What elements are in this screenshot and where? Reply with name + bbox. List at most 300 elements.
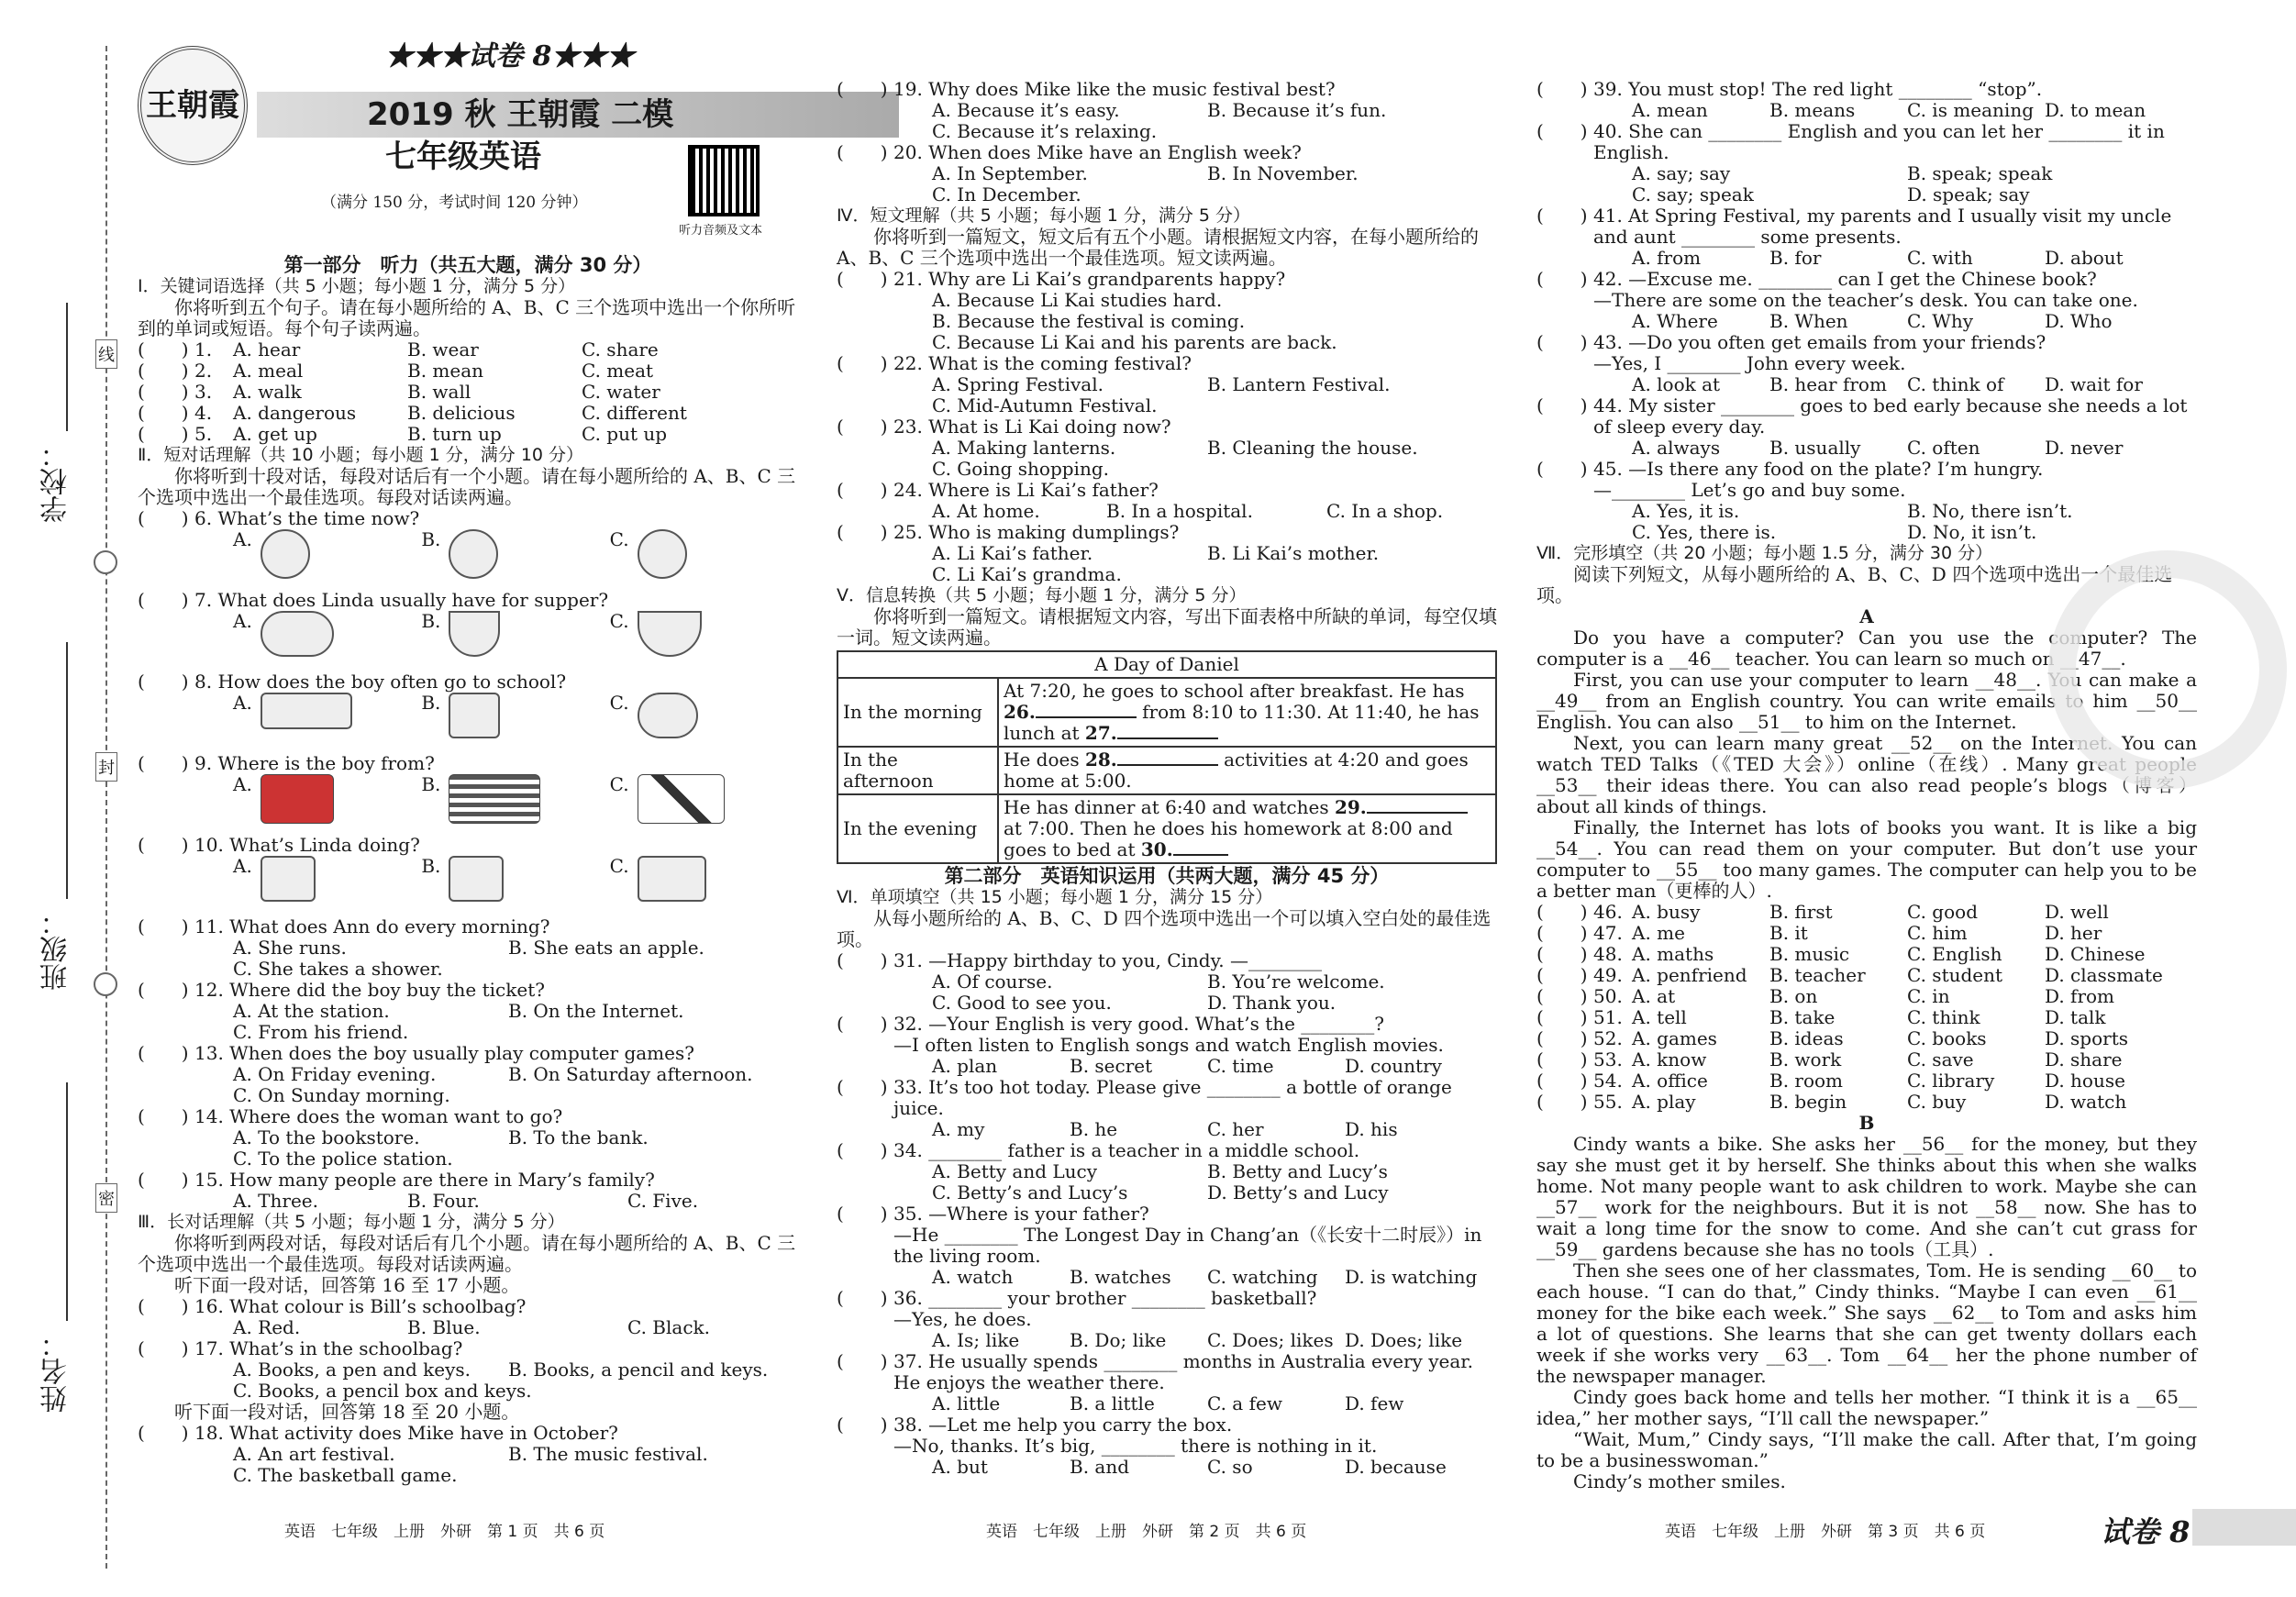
option[interactable]: D. never — [2045, 437, 2124, 459]
question-38 — [837, 1414, 1497, 1436]
option[interactable]: B. take — [1769, 1006, 1836, 1028]
option[interactable]: D. speak; say — [1907, 183, 2030, 205]
option[interactable]: D. well — [2045, 901, 2109, 923]
question-35-options — [837, 1267, 1497, 1288]
option[interactable]: B. In November. — [1207, 162, 1359, 184]
option[interactable]: C. Mid-Autumn Festival. — [932, 394, 1158, 416]
option[interactable]: A. dangerous — [233, 402, 357, 424]
option[interactable]: C. Black. — [627, 1316, 710, 1338]
blank-number: 29. — [1334, 796, 1367, 818]
answer-bracket[interactable]: ( ) — [138, 402, 189, 424]
option[interactable]: C. Because Li Kai and his parents are back. — [932, 331, 1337, 353]
table-row-text — [998, 678, 1496, 747]
option[interactable]: B. wall — [407, 381, 471, 403]
option[interactable]: A. tell — [1632, 1006, 1687, 1028]
option[interactable]: D. about — [2045, 247, 2124, 269]
answer-bracket[interactable]: ( ) — [837, 416, 888, 438]
option[interactable]: A. Betty and Lucy — [932, 1160, 1098, 1182]
exam-header — [138, 40, 798, 275]
answer-bracket[interactable]: ( ) — [837, 1203, 888, 1225]
answer-bracket[interactable]: ( ) — [837, 352, 888, 374]
option[interactable]: A. busy — [1632, 901, 1701, 923]
question-21 — [837, 269, 1497, 290]
option[interactable]: D. house — [2045, 1070, 2125, 1092]
question-18-options — [138, 1444, 798, 1465]
option[interactable]: A. To the bookstore. — [233, 1126, 420, 1148]
noodles-icon[interactable] — [638, 611, 702, 657]
seal-mark-secret: 密 — [95, 1183, 117, 1213]
question-23-options — [837, 459, 1497, 480]
option[interactable]: A. Three. — [233, 1190, 318, 1212]
question-text: 35. —Where is your father? — [893, 1203, 1149, 1225]
cloze-item — [1536, 1049, 2197, 1070]
option[interactable]: A. my — [932, 1118, 985, 1140]
option[interactable]: A. get up — [233, 423, 317, 445]
page-2 — [837, 79, 1497, 1478]
question-7-options: A. B. C. — [138, 611, 798, 671]
option[interactable]: A. mean — [1632, 99, 1708, 121]
option[interactable]: C. From his friend. — [233, 1021, 409, 1043]
answer-bracket[interactable]: ( ) — [1536, 268, 1588, 290]
item-number: 5. — [194, 423, 213, 445]
option[interactable]: C. The basketball game. — [233, 1464, 458, 1486]
girl-drawing-icon[interactable] — [261, 856, 316, 902]
option[interactable]: C. Books, a pencil box and keys. — [233, 1380, 532, 1402]
table-title: A Day of Daniel — [837, 651, 1496, 678]
question-37-options — [837, 1393, 1497, 1414]
answer-bracket[interactable]: ( ) — [1536, 394, 1588, 416]
option[interactable]: C. student — [1907, 964, 2003, 986]
footer-bar — [2192, 1509, 2296, 1546]
footer-test-tag: 试卷 8 — [2101, 1514, 2191, 1549]
answer-bracket[interactable]: ( ) — [138, 381, 189, 403]
option[interactable]: B. turn up — [407, 423, 502, 445]
option[interactable]: C. is meaning — [1907, 99, 2035, 121]
question-31-options — [837, 971, 1497, 993]
option[interactable]: C. Betty’s and Lucy’s — [932, 1181, 1128, 1203]
answer-bracket[interactable]: ( ) — [837, 78, 888, 100]
answer-bracket[interactable]: ( ) — [837, 1139, 888, 1161]
option[interactable]: A. Because Li Kai studies hard. — [932, 289, 1223, 311]
item-number: 55. — [1593, 1091, 1623, 1113]
option[interactable]: A. watch — [932, 1266, 1014, 1288]
option[interactable]: C. Does; likes — [1207, 1329, 1334, 1351]
question-45-line-2: —________ Let’s go and buy some. — [1593, 479, 1906, 501]
question-12-options — [138, 1022, 798, 1043]
option[interactable]: B. You’re welcome. — [1207, 970, 1385, 993]
option[interactable]: A. maths — [1632, 943, 1714, 965]
answer-bracket[interactable]: ( ) — [837, 1013, 888, 1035]
option[interactable]: B. for — [1769, 247, 1822, 269]
option[interactable]: D. her — [2045, 922, 2102, 944]
option[interactable]: D. few — [1345, 1392, 1404, 1414]
item-number: 53. — [1593, 1048, 1623, 1070]
option[interactable]: D. is watching — [1345, 1266, 1478, 1288]
option[interactable]: A. but — [932, 1456, 988, 1478]
section-1-item — [138, 339, 798, 360]
answer-bracket[interactable]: ( ) — [1536, 901, 1588, 923]
option[interactable]: A. from — [1632, 247, 1702, 269]
answer-bracket[interactable]: ( ) — [1536, 964, 1588, 986]
option[interactable]: A. Is; like — [932, 1329, 1020, 1351]
option[interactable]: A. At home. — [932, 500, 1040, 522]
option[interactable]: D. wait for — [2045, 373, 2143, 395]
option[interactable]: A. meal — [233, 360, 304, 382]
option[interactable]: C. In December. — [932, 183, 1081, 205]
option[interactable]: D. because — [1345, 1456, 1447, 1478]
answer-bracket[interactable]: ( ) — [837, 949, 888, 971]
answer-bracket[interactable]: ( ) — [138, 979, 189, 1001]
china-flag-icon[interactable] — [261, 774, 334, 824]
question-19-options — [837, 100, 1497, 121]
section-1-title: Ⅰ．关键词语选择（共 5 小题；每小题 1 分，满分 5 分） — [138, 276, 576, 296]
option[interactable]: C. Yes, there is. — [1632, 521, 1777, 543]
option[interactable]: B. Four. — [407, 1190, 480, 1212]
option[interactable]: B. work — [1769, 1048, 1842, 1070]
rice-bowl-icon[interactable] — [449, 611, 500, 657]
cloze-item — [1536, 986, 2197, 1007]
option[interactable]: C. often — [1907, 437, 1980, 459]
option[interactable]: D. Who — [2045, 310, 2113, 332]
option[interactable]: C. think of — [1907, 373, 2004, 395]
girl-reading-icon[interactable] — [638, 856, 706, 902]
passage-b-paragraph: “Wait, Mum,” Cindy says, “I’ll make the call. After that, I’m going to be a businesswoman.” — [1536, 1428, 2197, 1471]
answer-bracket[interactable]: ( ) — [1536, 943, 1588, 965]
question-17-options — [138, 1359, 798, 1381]
question-34-options — [837, 1161, 1497, 1182]
option[interactable]: B. Blue. — [407, 1316, 481, 1338]
option[interactable]: C. with — [1907, 247, 1973, 269]
option[interactable]: C. books — [1907, 1027, 1987, 1049]
name-field[interactable] — [66, 1082, 68, 1321]
qr-code-icon[interactable] — [688, 145, 760, 216]
option[interactable]: A. penfriend — [1632, 964, 1747, 986]
option[interactable]: B. teacher — [1769, 964, 1866, 986]
table-row-text — [998, 747, 1496, 794]
option[interactable]: B. In a hospital. — [1106, 500, 1253, 522]
option[interactable]: A. know — [1632, 1048, 1707, 1070]
option[interactable]: A. Red. — [233, 1316, 301, 1338]
bus-icon[interactable] — [449, 693, 500, 738]
usa-flag-icon[interactable] — [449, 774, 540, 824]
option[interactable]: A. look at — [1632, 373, 1721, 395]
option[interactable]: D. from — [2045, 985, 2115, 1007]
option[interactable]: B. Li Kai’s mother. — [1207, 542, 1380, 564]
option[interactable]: A. Because it’s easy. — [932, 99, 1120, 121]
option[interactable]: C. her — [1207, 1118, 1264, 1140]
option[interactable]: A. little — [932, 1392, 1001, 1414]
option[interactable]: D. talk — [2045, 1006, 2106, 1028]
option[interactable]: C. Good to see you. — [932, 992, 1112, 1014]
answer-bracket[interactable]: ( ) — [837, 521, 888, 543]
option[interactable]: C. library — [1907, 1070, 1995, 1092]
seal-mark-seal: 封 — [95, 752, 117, 782]
binding-hole — [94, 972, 117, 996]
question-16-options — [138, 1317, 798, 1338]
option[interactable]: A. Of course. — [932, 970, 1053, 993]
option[interactable]: D. sports — [2045, 1027, 2129, 1049]
blank-input[interactable] — [1117, 764, 1218, 766]
option[interactable]: B. secret — [1070, 1055, 1153, 1077]
option[interactable]: C. buy — [1907, 1091, 1967, 1113]
option[interactable]: C. different — [582, 402, 687, 424]
answer-bracket[interactable]: ( ) — [138, 1422, 189, 1444]
section-2-instructions: 你将听到十段对话，每段对话后有一个小题。请在每小题所给的 A、B、C 三个选项中选出一个最佳选项。每段对话读两遍。 — [138, 465, 796, 508]
blank-input[interactable] — [1036, 716, 1137, 718]
option[interactable]: B. Lantern Festival. — [1207, 373, 1391, 395]
page-3 — [1536, 79, 2197, 1492]
option[interactable]: B. delicious — [407, 402, 516, 424]
option[interactable]: C. save — [1907, 1048, 1974, 1070]
option[interactable]: B. Do; like — [1070, 1329, 1167, 1351]
option[interactable]: A. always — [1632, 437, 1721, 459]
answer-bracket[interactable]: ( ) — [138, 360, 189, 382]
option[interactable]: A. Li Kai’s father. — [932, 542, 1093, 564]
option[interactable]: D. classmate — [2045, 964, 2163, 986]
option[interactable]: B. Because it’s fun. — [1207, 99, 1387, 121]
option[interactable]: B. speak; speak — [1907, 162, 2053, 184]
cloze-item — [1536, 1092, 2197, 1113]
dumplings-icon[interactable] — [261, 611, 334, 657]
cloze-item — [1536, 923, 2197, 944]
blank-input[interactable] — [1173, 854, 1228, 856]
class-field[interactable] — [66, 642, 68, 899]
option[interactable]: D. his — [1345, 1118, 1398, 1140]
option[interactable]: B. wear — [407, 338, 479, 360]
passage-b-paragraph: Then she sees one of her classmates, Tom. He is sending __60__ to each house. “I can do that,” Cindy thinks. “Maybe I can even __61__ money for the bike each week.” She says __62__ to Tom and asks him a lot of questions. She learns that she can get twenty dollars each week if she works very __63__. Tom __64__ her the phone number of the newspaper manager. — [1536, 1259, 2197, 1387]
option[interactable]: B. hear from — [1769, 373, 1887, 395]
option[interactable]: A. hear — [233, 338, 301, 360]
answer-bracket[interactable]: ( ) — [837, 479, 888, 501]
option[interactable]: A. She runs. — [233, 937, 347, 959]
option[interactable]: D. Chinese — [2045, 943, 2146, 965]
option[interactable]: C. put up — [582, 423, 668, 445]
answer-bracket[interactable]: ( ) — [1536, 331, 1588, 353]
option[interactable]: C. Because it’s relaxing. — [932, 120, 1158, 142]
option[interactable]: B. Betty and Lucy’s — [1207, 1160, 1388, 1182]
blank-number: 28. — [1084, 749, 1117, 771]
girl-phone-icon[interactable] — [449, 856, 504, 902]
option[interactable]: C. In a shop. — [1326, 500, 1444, 522]
option[interactable]: B. begin — [1769, 1091, 1847, 1113]
option[interactable]: D. Thank you. — [1207, 992, 1337, 1014]
option[interactable]: A. At the station. — [233, 1000, 390, 1022]
blank-input[interactable] — [1367, 812, 1468, 814]
answer-bracket[interactable]: ( ) — [837, 1076, 888, 1098]
clock-icon[interactable] — [449, 529, 498, 579]
answer-bracket[interactable]: ( ) — [1536, 1006, 1588, 1028]
option[interactable]: C. Li Kai’s grandma. — [932, 563, 1122, 585]
question-45-options — [1536, 522, 2197, 543]
question-11-options — [138, 937, 798, 959]
answer-bracket[interactable]: ( ) — [1536, 922, 1588, 944]
option[interactable]: C. share — [582, 338, 659, 360]
blank-input[interactable] — [1117, 738, 1218, 739]
answer-bracket[interactable]: ( ) — [1536, 458, 1588, 480]
answer-bracket[interactable]: ( ) — [1536, 1027, 1588, 1049]
train-icon[interactable] — [261, 693, 352, 729]
option[interactable]: C. Why — [1907, 310, 1974, 332]
option[interactable]: B. usually — [1769, 437, 1861, 459]
question-text: 20. When does Mike have an English week? — [893, 141, 1302, 163]
question-text: 18. What activity does Mike have in October? — [194, 1422, 618, 1444]
answer-bracket[interactable]: ( ) — [138, 1105, 189, 1127]
option[interactable]: A. Where — [1632, 310, 1718, 332]
footer-page-3: 英语 七年级 上册 外研 第 3 页 共 6 页 — [1665, 1523, 1986, 1541]
option[interactable]: C. Going shopping. — [932, 458, 1109, 480]
option[interactable]: D. No, it isn’t. — [1907, 521, 2037, 543]
answer-bracket[interactable]: ( ) — [1536, 205, 1588, 227]
option[interactable]: A. On Friday evening. — [233, 1063, 437, 1085]
uk-flag-icon[interactable] — [638, 774, 725, 824]
option[interactable]: C. so — [1207, 1456, 1253, 1478]
option[interactable]: A. plan — [932, 1055, 998, 1077]
answer-bracket[interactable]: ( ) — [138, 338, 189, 360]
option[interactable]: C. She takes a shower. — [233, 958, 443, 980]
option[interactable]: B. a little — [1070, 1392, 1155, 1414]
option[interactable]: C. Five. — [627, 1190, 699, 1212]
answer-bracket[interactable]: ( ) — [138, 1169, 189, 1191]
answer-bracket[interactable]: ( ) — [1536, 985, 1588, 1007]
option[interactable]: C. English — [1907, 943, 2002, 965]
question-12-options — [138, 1001, 798, 1022]
option[interactable]: A. In September. — [932, 162, 1088, 184]
question-13 — [138, 1043, 798, 1064]
option[interactable]: B. Cleaning the house. — [1207, 437, 1418, 459]
option[interactable]: C. watching — [1207, 1266, 1318, 1288]
option[interactable]: A. An art festival. — [233, 1443, 395, 1465]
option[interactable]: B. To the bank. — [508, 1126, 649, 1148]
option[interactable]: B. No, there isn’t. — [1907, 500, 2073, 522]
clock-icon[interactable] — [261, 529, 310, 579]
option[interactable]: B. means — [1769, 99, 1856, 121]
option[interactable]: B. room — [1769, 1070, 1844, 1092]
option[interactable]: C. water — [582, 381, 660, 403]
answer-bracket[interactable]: ( ) — [138, 1337, 189, 1359]
bicycle-icon[interactable] — [638, 693, 698, 738]
section-2-text-questions — [138, 916, 798, 1486]
option[interactable]: B. first — [1769, 901, 1833, 923]
answer-bracket[interactable]: ( ) — [837, 1350, 888, 1372]
option[interactable]: B. On Saturday afternoon. — [508, 1063, 753, 1085]
option[interactable]: C. say; speak — [1632, 183, 1754, 205]
option[interactable]: B. it — [1769, 922, 1808, 944]
option[interactable]: B. music — [1769, 943, 1850, 965]
option[interactable]: C. him — [1907, 922, 1968, 944]
option[interactable]: B. Books, a pencil and keys. — [508, 1359, 769, 1381]
option[interactable]: C. think — [1907, 1006, 1980, 1028]
school-field[interactable] — [66, 303, 68, 431]
option[interactable]: B. ideas — [1769, 1027, 1844, 1049]
answer-bracket[interactable]: ( ) — [138, 1295, 189, 1317]
item-number: 47. — [1593, 922, 1623, 944]
answer-bracket[interactable]: ( ) — [837, 1287, 888, 1309]
option[interactable]: C. On Sunday morning. — [233, 1084, 450, 1106]
option[interactable]: A. games — [1632, 1027, 1717, 1049]
option[interactable]: D. Does; like — [1345, 1329, 1463, 1351]
answer-bracket[interactable]: ( ) — [1536, 78, 1588, 100]
option[interactable]: B. mean — [407, 360, 484, 382]
option[interactable]: C. time — [1207, 1055, 1274, 1077]
passage-a-paragraph: Finally, the Internet has lots of books you want. It is like a big __54__. You can read them on your computer. But don’t use your computer to __55__ too many games. The computer can help you to be a better man（更棒的人）. — [1536, 816, 2197, 902]
section-6-title: Ⅵ．单项填空（共 15 小题；每小题 1 分，满分 15 分） — [837, 887, 1273, 907]
answer-bracket[interactable]: ( ) — [1536, 1070, 1588, 1092]
option[interactable]: B. he — [1070, 1118, 1118, 1140]
option[interactable]: A. Making lanterns. — [932, 437, 1116, 459]
question-text: 39. You must stop! The red light ________ “stop”. — [1593, 78, 2043, 100]
option[interactable]: A. play — [1632, 1091, 1696, 1113]
question-34 — [837, 1140, 1497, 1161]
question-24-options — [837, 501, 1497, 522]
option[interactable]: B. On the Internet. — [508, 1000, 684, 1022]
item-number: 54. — [1593, 1070, 1623, 1092]
option[interactable]: B. She eats an apple. — [508, 937, 704, 959]
question-20 — [837, 142, 1497, 163]
answer-bracket[interactable]: ( ) — [837, 268, 888, 290]
option[interactable]: C. good — [1907, 901, 1978, 923]
question-36 — [837, 1288, 1497, 1309]
answer-bracket[interactable]: ( ) — [837, 1414, 888, 1436]
question-text: 40. She can ________ English and you can let her ________ it in English. — [1593, 120, 2165, 163]
question-39 — [1536, 79, 2197, 100]
option[interactable]: B. and — [1070, 1456, 1130, 1478]
option[interactable]: C. in — [1907, 985, 1950, 1007]
option[interactable]: C. a few — [1207, 1392, 1282, 1414]
answer-bracket[interactable]: ( ) — [837, 141, 888, 163]
option[interactable]: A. Yes, it is. — [1632, 500, 1740, 522]
option[interactable]: A. say; say — [1632, 162, 1731, 184]
option[interactable]: A. walk — [233, 381, 302, 403]
answer-bracket[interactable]: ( ) — [1536, 1048, 1588, 1070]
option[interactable]: D. Betty’s and Lucy — [1207, 1181, 1389, 1203]
option[interactable]: D. country — [1345, 1055, 1442, 1077]
option[interactable]: B. The music festival. — [508, 1443, 708, 1465]
option[interactable]: C. To the police station. — [233, 1148, 453, 1170]
question-39-options — [1536, 100, 2197, 121]
option[interactable]: A. me — [1632, 922, 1685, 944]
option[interactable]: D. to mean — [2045, 99, 2146, 121]
option[interactable]: A. Books, a pen and keys. — [233, 1359, 471, 1381]
option[interactable]: A. office — [1632, 1070, 1708, 1092]
answer-bracket[interactable]: ( ) — [138, 1042, 189, 1064]
option[interactable]: B. When — [1769, 310, 1848, 332]
page-1 — [138, 40, 798, 1486]
option[interactable]: B. Because the festival is coming. — [932, 310, 1246, 332]
section-4-instructions: 你将听到一篇短文，短文后有五个小题。请根据短文内容，在每小题所给的 A、B、C 三个选项中选出一个最佳选项。短文读两遍。 — [837, 226, 1479, 269]
answer-bracket[interactable]: ( ) — [138, 423, 189, 445]
option[interactable]: D. share — [2045, 1048, 2123, 1070]
option[interactable]: C. meat — [582, 360, 654, 382]
passage-a-paragraph: First, you can use your computer to learn __48__. You can make a __49__ from an English country. You can write emails to him __50__ English. You can also __51__ to him on the Internet. — [1536, 669, 2197, 733]
question-16 — [138, 1296, 798, 1317]
option[interactable]: A. Spring Festival. — [932, 373, 1104, 395]
question-14-options — [138, 1127, 798, 1148]
clock-icon[interactable] — [638, 529, 687, 579]
item-number: 49. — [1593, 964, 1623, 986]
option[interactable]: D. watch — [2045, 1091, 2127, 1113]
answer-bracket[interactable]: ( ) — [1536, 1091, 1588, 1113]
part-1-title: 第一部分 听力（共五大题，满分 30 分） — [283, 254, 652, 276]
answer-bracket[interactable]: ( ) — [138, 915, 189, 937]
option[interactable]: B. watches — [1070, 1266, 1171, 1288]
answer-bracket[interactable]: ( ) — [1536, 120, 1588, 142]
option[interactable]: A. at — [1632, 985, 1676, 1007]
section-3-subinstruction: 听下面一段对话，回答第 18 至 20 小题。 — [174, 1401, 520, 1423]
option[interactable]: B. on — [1769, 985, 1818, 1007]
question-text: 42. —Excuse me. ________ can I get the Chinese book? — [1593, 268, 2097, 290]
name-label: 姓名： — [40, 1330, 72, 1413]
section-7-title: Ⅶ．完形填空（共 20 小题；每小题 1.5 分，满分 30 分） — [1536, 543, 1993, 563]
